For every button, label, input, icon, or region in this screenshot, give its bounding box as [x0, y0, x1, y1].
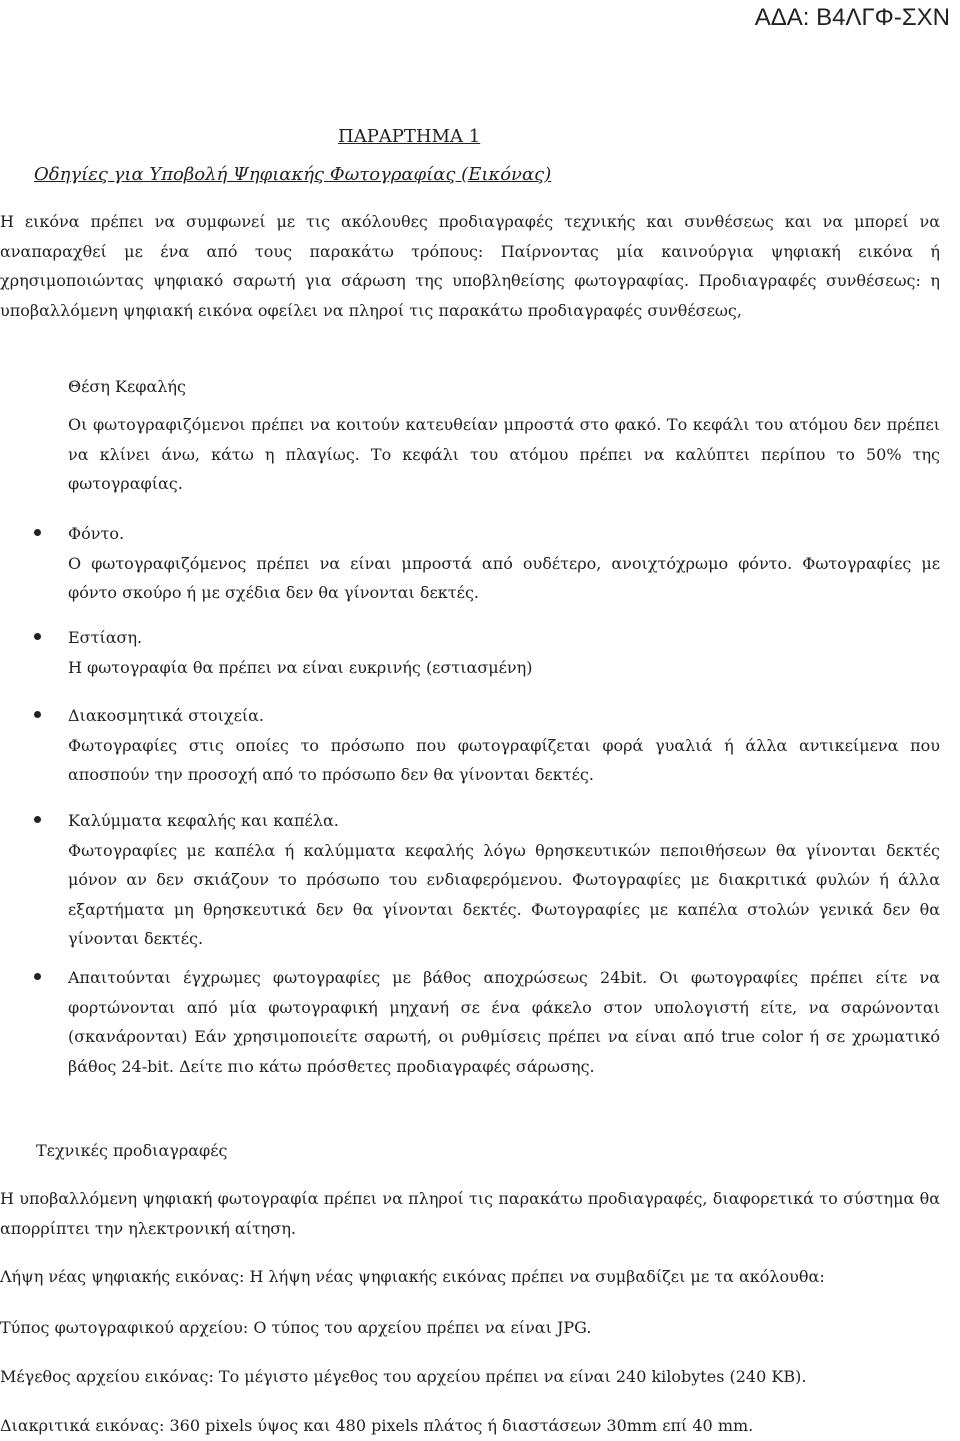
- file-type-line: Τύπος φωτογραφικού αρχείου: Ο τύπος του αρχείου πρέπει να είναι JPG.: [0, 1318, 592, 1337]
- bullet-text: Απαιτούνται έγχρωμες φωτογραφίες με βάθος αποχρώσεως 24bit. Οι φωτογραφίες πρέπει είτε να φορτώνονται από μία φωτογραφική μηχανή σε ένα φάκελο στον υπολογιστή είτε, να σαρώνονται (σκανάρονται) Εάν χρησιμοποιείτε σαρωτή, οι ρυθμίσεις πρέπει να είναι από true color ή σε χρωματικό βάθος 24-bit. Δείτε πιο κάτω πρόσθετες προδιαγραφές σάρωσης.: [68, 968, 940, 1076]
- bullet-dot: [34, 973, 41, 980]
- ada-code: ΑΔΑ: Β4ΛΓΦ-ΣΧΝ: [754, 4, 950, 31]
- bullet-text: Φωτογραφίες με καπέλα ή καλύμματα κεφαλής λόγω θρησκευτικών πεποιθήσεων θα γίνονται δεκτές μόνον αν δεν σκιάζουν το πρόσωπο του ενδιαφερόμενου. Φωτογραφίες με διακριτικά φυλών ή άλλα εξαρτήματα μη θρησκευτικά δεν θα γίνονται δεκτές. Φωτογραφίες με καπέλα στολών γενικά δεν θα γίνονται δεκτές.: [68, 840, 940, 948]
- bullet-dot: [34, 633, 41, 640]
- bullet-dot: [34, 816, 41, 823]
- resolution-line: Διακριτικά εικόνας: 360 pixels ύψος και 480 pixels πλάτος ή διαστάσεων 30mm επί 40 mm.: [0, 1416, 754, 1435]
- technical-title: Τεχνικές προδιαγραφές: [36, 1141, 228, 1160]
- instructions-title: Οδηγίες για Υποβολή Ψηφιακής Φωτογραφίας (Εικόνας): [34, 164, 552, 185]
- head-position-text: Οι φωτογραφιζόμενοι πρέπει να κοιτούν κατευθείαν μπροστά στο φακό. Το κεφάλι του ατόμου δεν πρέπει να κλίνει άνω, κάτω η πλαγίως. Το κεφάλι του ατόμου πρέπει να καλύπτει περίπου το 50% της φωτογραφίας.: [68, 415, 940, 493]
- bullet-dot: [34, 711, 41, 718]
- annex-title: ΠΑΡΑΡΤΗΜΑ 1: [338, 126, 481, 147]
- new-photo-line: Λήψη νέας ψηφιακής εικόνας: Η λήψη νέας ψηφιακής εικόνας πρέπει να συμβαδίζει με τα ακόλουθα:: [0, 1267, 825, 1286]
- technical-text: Η υποβαλλόμενη ψηφιακή φωτογραφία πρέπει να πληροί τις παρακάτω προδιαγραφές, διαφορετικά το σύστημα θα απορρίπτει την ηλεκτρονική αίτηση.: [0, 1189, 940, 1238]
- bullet-text: Ο φωτογραφιζόμενος πρέπει να είναι μπροστά από ουδέτερο, ανοιχτόχρωμο φόντο. Φωτογραφίες με φόντο σκούρο ή με σχέδια δεν θα γίνονται δεκτές.: [68, 553, 940, 602]
- bullet-text: Φωτογραφίες στις οποίες το πρόσωπο που φωτογραφίζεται φορά γυαλιά ή άλλα αντικείμενα που αποσπούν την προσοχή από το πρόσωπο δεν θα γίνονται δεκτές.: [68, 735, 940, 784]
- bullet-title: Φόντο.: [68, 524, 125, 543]
- head-position-title: Θέση Κεφαλής: [68, 377, 186, 396]
- file-size-line: Μέγεθος αρχείου εικόνας: Το μέγιστο μέγεθος του αρχείου πρέπει να είναι 240 kilobytes (240 KB).: [0, 1367, 807, 1386]
- bullet-text: Η φωτογραφία θα πρέπει να είναι ευκρινής (εστιασμένη): [68, 657, 533, 677]
- bullet-dot: [34, 529, 41, 536]
- intro-paragraph: Η εικόνα πρέπει να συμφωνεί με τις ακόλουθες προδιαγραφές τεχνικής και συνθέσεως και να μπορεί να αναπαραχθεί με ένα από τους παρακάτω τρόπους: Παίρνοντας μία καινούργια ψηφιακή εικόνα ή χρησιμοποιώντας ψηφιακό σαρωτή για σάρωση της υποβληθείσης φωτογραφίας. Προδιαγραφές συνθέσεως: η υποβαλλόμενη ψηφιακή εικόνα οφείλει να πληροί τις παρακάτω προδιαγραφές συνθέσεως,: [0, 212, 940, 320]
- bullet-title: Εστίαση.: [68, 628, 143, 647]
- bullet-title: Καλύμματα κεφαλής και καπέλα.: [68, 811, 339, 830]
- bullet-title: Διακοσμητικά στοιχεία.: [68, 706, 265, 725]
